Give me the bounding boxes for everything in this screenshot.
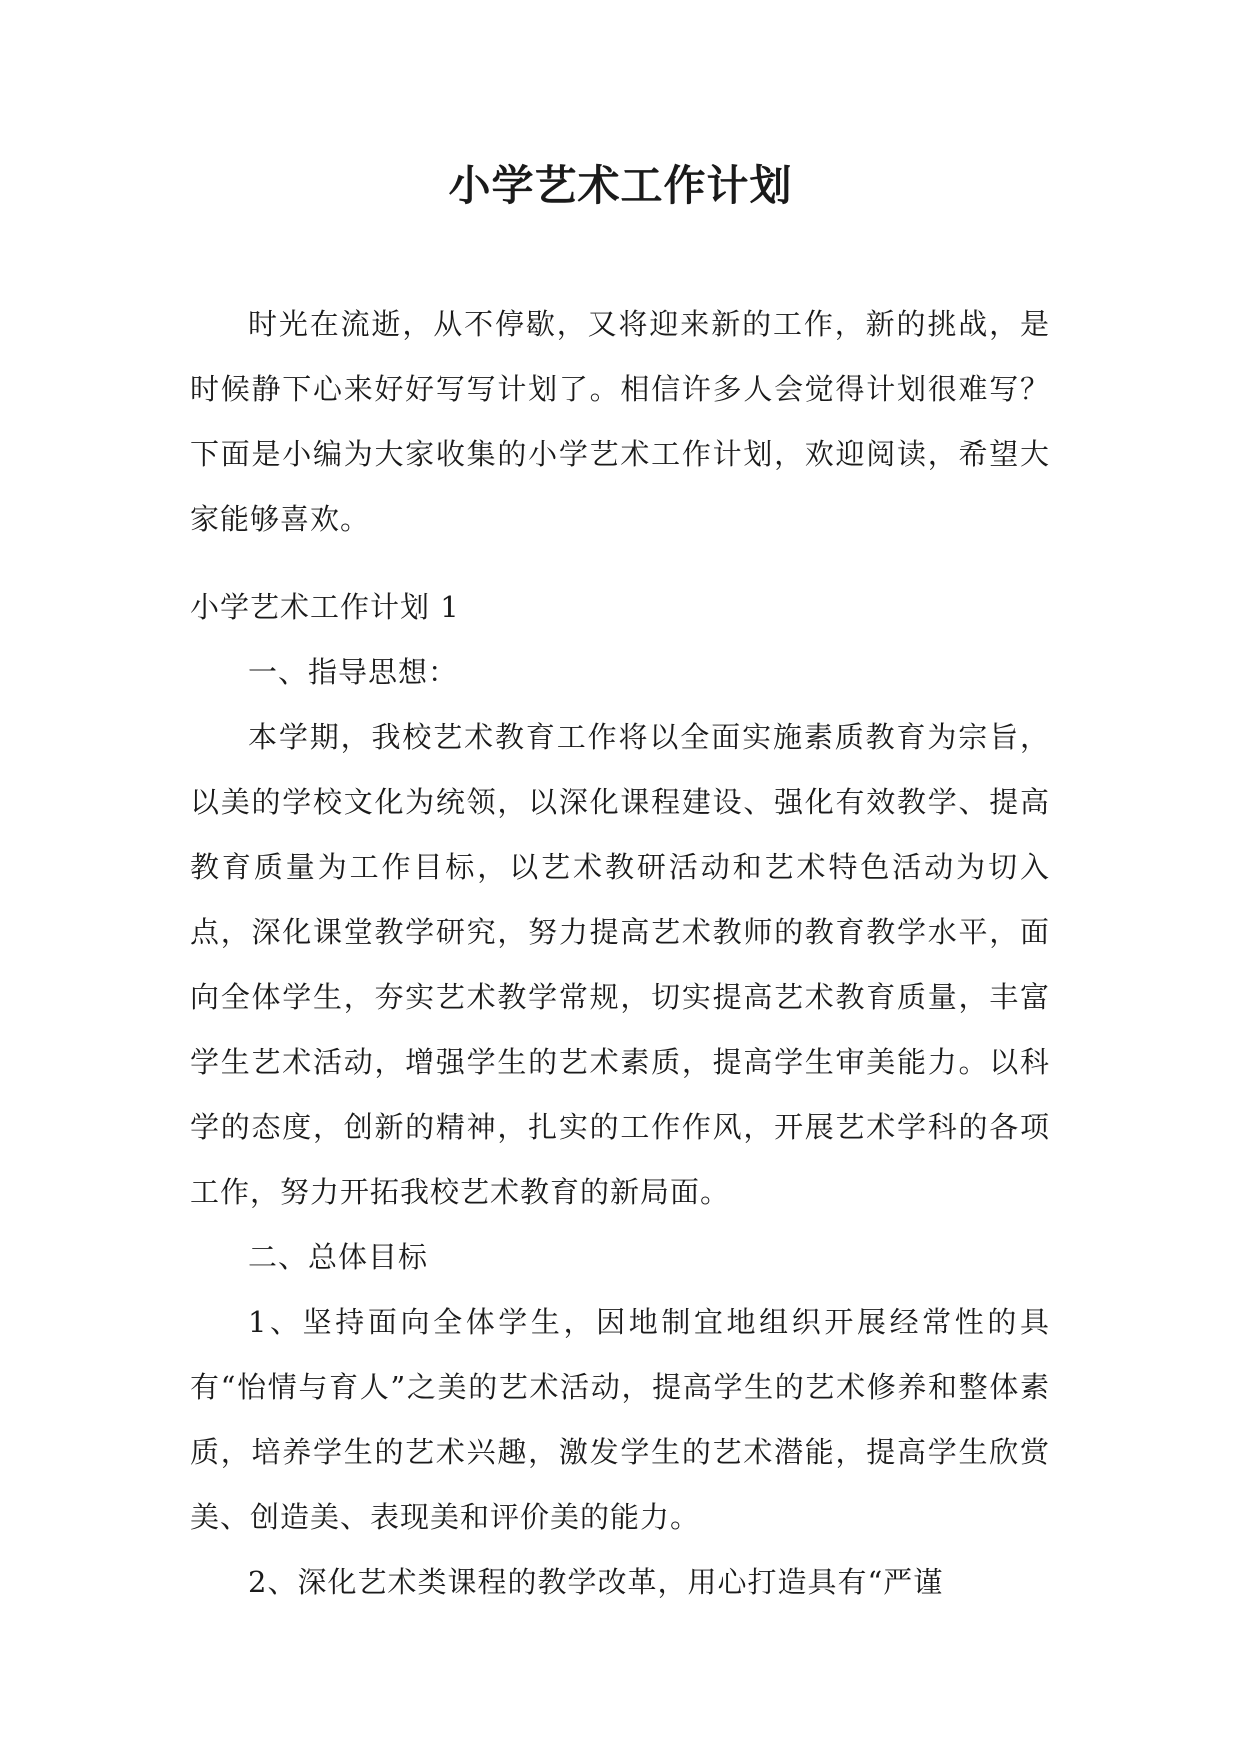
- paragraph-goal-1: 1、坚持面向全体学生，因地制宜地组织开展经常性的具有“怡情与育人”之美的艺术活动，提高学生的艺术修养和整体素质，培养学生的艺术兴趣，激发学生的艺术潜能，提高学生欣赏美、创造美、表现美和评价美的能力。: [190, 1305, 1050, 1534]
- intro-paragraph: 时光在流逝，从不停歇，又将迎来新的工作，新的挑战，是时候静下心来好好写写计划了。相信许多人会觉得计划很难写？下面是小编为大家收集的小学艺术工作计划，欢迎阅读，希望大家能够喜欢。: [190, 307, 1050, 536]
- paragraph-guiding-ideology: 本学期，我校艺术教育工作将以全面实施素质教育为宗旨，以美的学校文化为统领，以深化课程建设、强化有效教学、提高教育质量为工作目标，以艺术教研活动和艺术特色活动为切入点，深化课堂教学研究，努力提高艺术教师的教育教学水平，面向全体学生，夯实艺术教学常规，切实提高艺术教育质量，丰富学生艺术活动，增强学生的艺术素质，提高学生审美能力。以科学的态度，创新的精神，扎实的工作作风，开展艺术学科的各项工作，努力开拓我校艺术教育的新局面。: [190, 720, 1050, 1209]
- paragraph-goal-2: 2、深化艺术类课程的教学改革，用心打造具有“严谨: [248, 1565, 944, 1599]
- document-title: 小学艺术工作计划: [448, 161, 793, 210]
- content-block: [190, 575, 1050, 1615]
- heading-guiding-ideology: 一、指导思想：: [248, 655, 459, 689]
- section-title: 小学艺术工作计划 1: [190, 590, 460, 624]
- intro-block: [190, 292, 1050, 552]
- heading-overall-goals: 二、总体目标: [248, 1240, 429, 1274]
